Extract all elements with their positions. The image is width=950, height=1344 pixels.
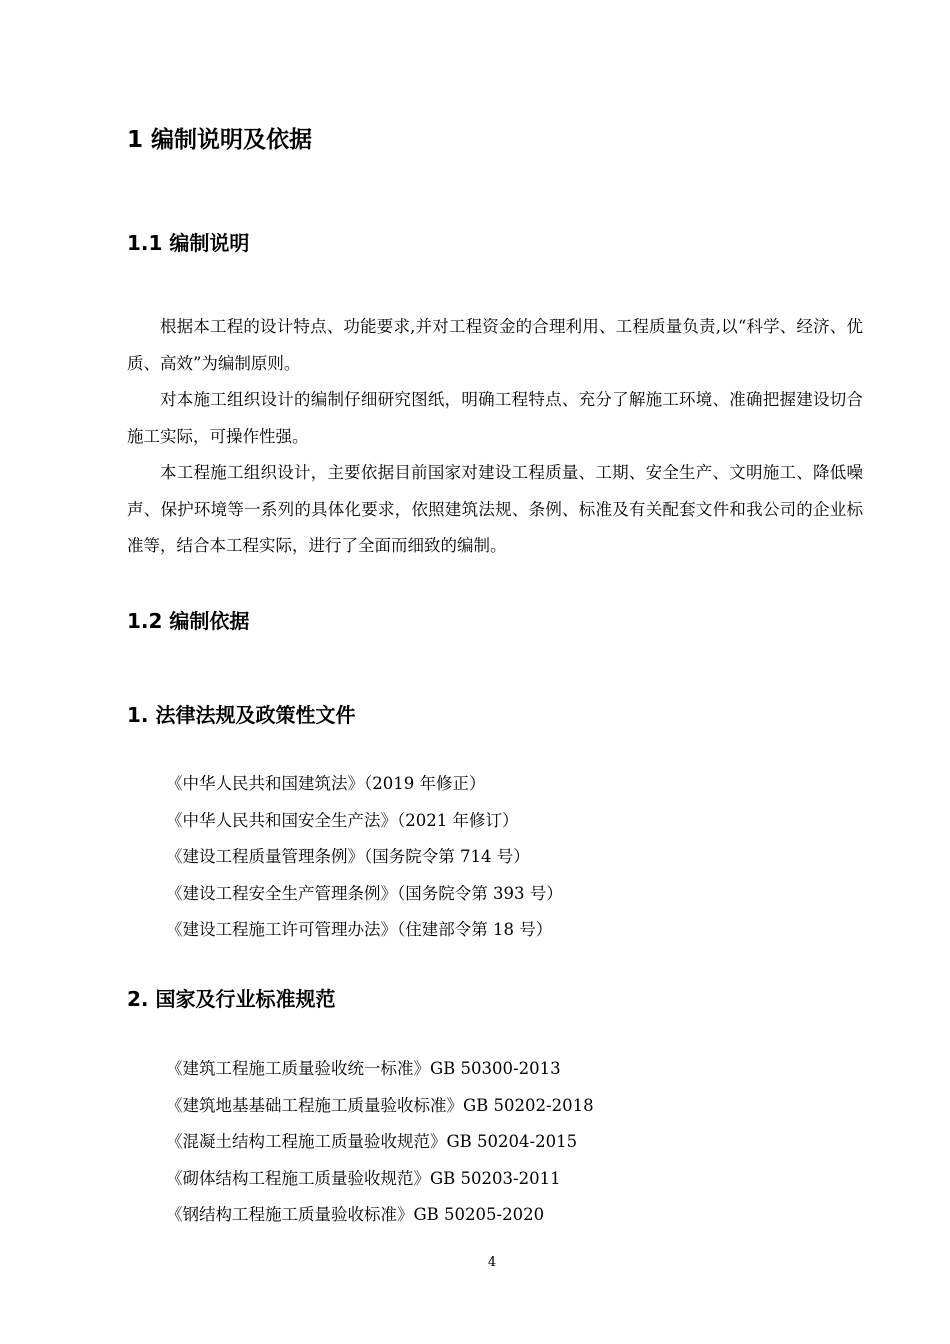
list-item: 《建设工程安全生产管理条例》（国务院令第 393 号） — [166, 883, 563, 903]
list-item: 《中华人民共和国安全生产法》（2021 年修订） — [166, 810, 519, 830]
list-item: 《钢结构工程施工质量验收标准》GB 50205-2020 — [166, 1205, 545, 1224]
section-title-compilation-basis: 1.2 编制依据 — [127, 609, 250, 633]
subsection-title-laws: 1. 法律法规及政策性文件 — [127, 703, 356, 727]
paragraph-3: 本工程施工组织设计，主要依据目前国家对建设工程质量、工期、安全生产、文明施工、降低噪声、保护环境等一系列的具体化要求，依照建筑法规、条例、标准及有关配套文件和我公司的企业标准等，结合本工程实际，进行了全面而细致的编制。 — [127, 463, 863, 555]
section-title-compilation-notes: 1.1 编制说明 — [127, 231, 250, 255]
list-item: 《中华人民共和国建筑法》（2019 年修正） — [166, 774, 486, 793]
subsection-title-standards: 2. 国家及行业标准规范 — [127, 987, 336, 1011]
list-item: 《建筑工程施工质量验收统一标准》GB 50300-2013 — [166, 1059, 561, 1078]
chapter-title: 1 编制说明及依据 — [127, 127, 313, 153]
list-item: 《建筑地基基础工程施工质量验收标准》GB 50202-2018 — [166, 1095, 594, 1115]
paragraph-2: 对本施工组织设计的编制仔细研究图纸，明确工程特点、充分了解施工环境、准确把握建设切合施工实际，可操作性强。 — [127, 390, 863, 446]
list-item: 《建设工程施工许可管理办法》（住建部令第 18 号） — [166, 920, 553, 939]
paragraph-1: 根据本工程的设计特点、功能要求,并对工程资金的合理利用、工程质量负责,以“科学、经济、优质、高效”为编制原则。 — [127, 317, 863, 373]
list-item: 《砌体结构工程施工质量验收规范》GB 50203-2011 — [166, 1168, 561, 1188]
standards-list — [166, 1051, 594, 1234]
laws-list — [166, 766, 563, 949]
list-item: 《建设工程质量管理条例》（国务院令第 714 号） — [166, 847, 530, 866]
page-number: 4 — [487, 1255, 497, 1270]
list-item: 《混凝土结构工程施工质量验收规范》GB 50204-2015 — [166, 1132, 578, 1151]
